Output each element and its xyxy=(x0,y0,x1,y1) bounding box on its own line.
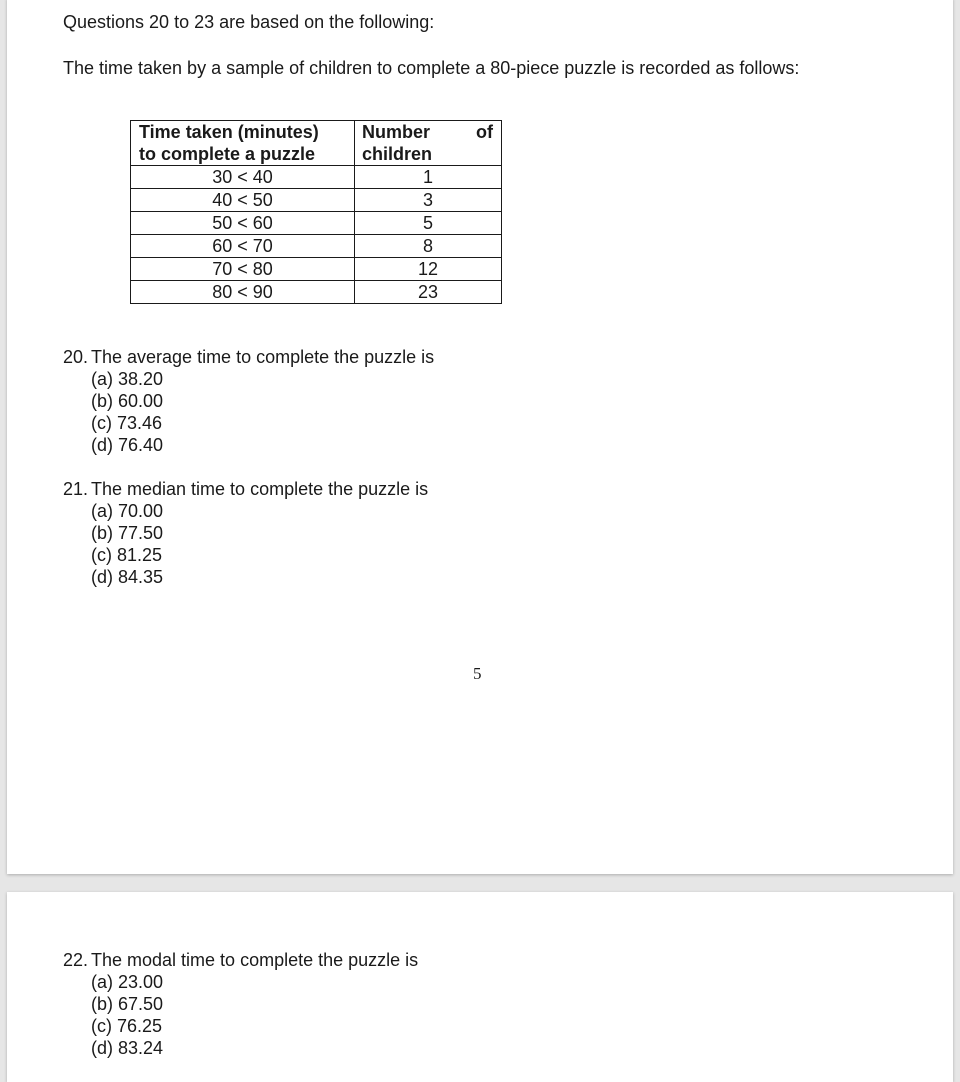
count-cell: 8 xyxy=(355,235,502,258)
interval-cell: 70 < 80 xyxy=(131,258,355,281)
question-text: The average time to complete the puzzle is xyxy=(91,347,435,367)
count-cell: 12 xyxy=(355,258,502,281)
page-number: 5 xyxy=(473,664,482,683)
question-22 xyxy=(63,949,418,1059)
table-row xyxy=(131,212,502,235)
header-time-taken xyxy=(131,121,355,166)
intro-text: Questions 20 to 23 are based on the following: xyxy=(63,12,435,32)
header-of-word: of xyxy=(476,122,493,142)
count-cell: 23 xyxy=(355,281,502,304)
option-b: (b) 60.00 xyxy=(91,391,164,411)
count-cell: 1 xyxy=(355,166,502,189)
header-number-line2: children xyxy=(362,144,433,164)
question-number: 22. xyxy=(63,950,89,970)
question-text: The modal time to complete the puzzle is xyxy=(91,950,419,970)
question-stem: The time taken by a sample of children to complete a 80-piece puzzle is recorded as follows: xyxy=(63,58,800,78)
document-page-1 xyxy=(7,0,953,874)
table-header-row xyxy=(131,121,502,166)
table-row xyxy=(131,166,502,189)
header-time-line2: to complete a puzzle xyxy=(139,144,316,164)
interval-cell: 60 < 70 xyxy=(131,235,355,258)
count-cell: 5 xyxy=(355,212,502,235)
header-number-of-children xyxy=(355,121,502,166)
question-number: 21. xyxy=(63,479,89,499)
option-c: (c) 76.25 xyxy=(91,1016,163,1036)
question-line xyxy=(63,949,418,971)
option-a: (a) 38.20 xyxy=(91,369,164,389)
option-d: (d) 76.40 xyxy=(91,435,164,455)
interval-cell: 80 < 90 xyxy=(131,281,355,304)
option-b: (b) 77.50 xyxy=(91,523,164,543)
table-row xyxy=(131,258,502,281)
header-time-line1: Time taken (minutes) xyxy=(139,122,319,142)
option-c: (c) 73.46 xyxy=(91,413,163,433)
count-cell: 3 xyxy=(355,189,502,212)
interval-cell: 50 < 60 xyxy=(131,212,355,235)
question-text: The median time to complete the puzzle is xyxy=(91,479,429,499)
option-b: (b) 67.50 xyxy=(91,994,164,1014)
option-d: (d) 84.35 xyxy=(91,567,164,587)
question-line xyxy=(63,478,428,500)
table-row xyxy=(131,281,502,304)
document-page-2 xyxy=(7,892,953,1082)
table-row xyxy=(131,189,502,212)
table-row xyxy=(131,235,502,258)
header-number-line1: Number xyxy=(362,122,431,142)
frequency-table xyxy=(130,120,502,304)
question-number: 20. xyxy=(63,347,89,367)
option-c: (c) 81.25 xyxy=(91,545,163,565)
interval-cell: 30 < 40 xyxy=(131,166,355,189)
question-line xyxy=(63,346,434,368)
interval-cell: 40 < 50 xyxy=(131,189,355,212)
option-a: (a) 23.00 xyxy=(91,972,164,992)
option-d: (d) 83.24 xyxy=(91,1038,164,1058)
question-20 xyxy=(63,346,434,456)
option-a: (a) 70.00 xyxy=(91,501,164,521)
question-21 xyxy=(63,478,428,588)
